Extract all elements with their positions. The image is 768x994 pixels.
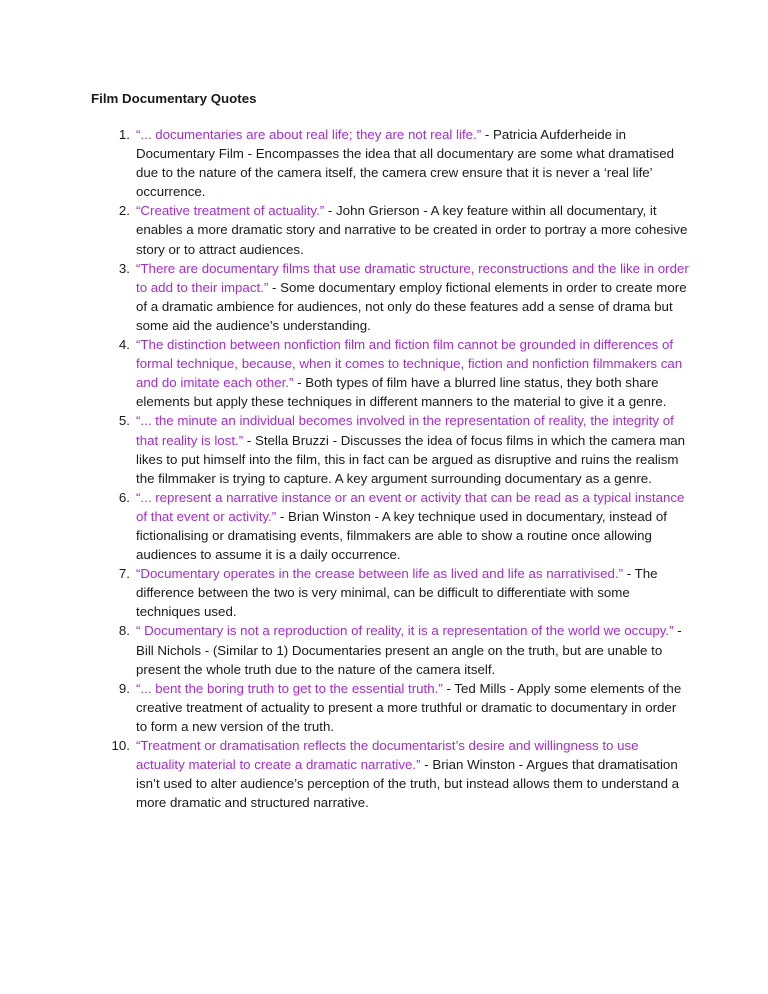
quote-commentary: - Brian Winston - A key technique used in documentary, instead of fictionalising or dramatising events, filmmakers are able to show a routine once allowing audiences to assume it is a daily occurrence.: [136, 508, 667, 563]
quote-item-7: [0, 564, 690, 621]
quote-commentary: - Ted Mills - Apply some elements of the creative treatment of actuality to present a more truthful or dramatic to documentary in order to form a new version of the truth.: [136, 680, 682, 734]
quote-text: “Creative treatment of actuality.”: [136, 203, 325, 219]
quote-item-2: [0, 201, 690, 258]
quote-number: 7.: [118, 566, 130, 582]
quote-text: “Treatment or dramatisation reflects the documentarist’s desire and willingness to use actuality material to create a dramatic narrative.”: [136, 738, 639, 773]
quote-item-10: [0, 736, 690, 812]
document-title: Film Documentary Quotes: [91, 91, 257, 106]
quote-commentary: - Both types of film have a blurred line status, they both share elements but apply these techniques in different manners to the material to give it a genre.: [136, 375, 667, 410]
quote-commentary: - Brian Winston - Argues that dramatisation isn’t used to alter audience’s perception of the truth, but instead allows them to understand a more dramatic and structured narrative.: [136, 757, 680, 811]
quote-commentary: - The difference between the two is very minimal, can be difficult to differentiate with some techniques used.: [136, 566, 658, 620]
quote-number: 5.: [118, 413, 130, 429]
quote-number: 8.: [118, 623, 130, 639]
quote-number: 10.: [111, 738, 130, 753]
quote-text: “... documentaries are about real life; they are not real life.”: [136, 127, 482, 142]
quote-item-9: [0, 679, 690, 736]
quote-text: “There are documentary films that use dramatic structure, reconstructions and the like in order to add to their impact.”: [136, 260, 689, 295]
quote-commentary: - Patricia Aufderheide in Documentary Film - Encompasses the idea that all documentary are some what dramatised due to the nature of the camera itself, the camera crew ensure that it is never a ‘real life’ occurrence.: [136, 127, 675, 200]
quote-number: 2.: [118, 203, 130, 219]
quote-number: 6.: [118, 489, 130, 505]
quote-number: 4.: [118, 337, 130, 353]
quote-number: 1.: [118, 127, 130, 142]
quote-number: 9.: [118, 680, 130, 696]
quote-item-4: [0, 335, 690, 411]
quote-item-6: [0, 488, 690, 564]
quote-item-8: [0, 621, 690, 678]
quote-text: “The distinction between nonfiction film and fiction film cannot be grounded in differences of formal technique, because, when it comes to technique, fiction and nonfiction filmmakers can and do imitate each other.”: [136, 337, 683, 391]
quote-item-1: [0, 125, 690, 201]
quote-commentary: - Bill Nichols - (Similar to 1) Documentaries present an angle on the truth, but are unable to present the whole truth due to the nature of the camera itself.: [136, 623, 682, 677]
quote-text: “... bent the boring truth to get to the essential truth.”: [136, 680, 443, 696]
quote-commentary: - Some documentary employ fictional elements in order to create more of a dramatic ambience for audiences, not only do these features add a sense of drama but some aid the audience’s understanding.: [136, 279, 687, 333]
quote-commentary: - Stella Bruzzi - Discusses the idea of focus films in which the camera man likes to put himself into the film, this in fact can be argued as disruptive and ruins the realism the filmmaker is trying to capture. A key argument surrounding documentary as a genre.: [136, 432, 686, 486]
quote-text: “Documentary operates in the crease between life as lived and life as narrativised.”: [136, 566, 624, 582]
quote-text: “... the minute an individual becomes involved in the representation of reality, the integrity of that reality is lost.”: [136, 413, 674, 448]
quote-text: “ Documentary is not a reproduction of reality, it is a representation of the world we occupy.”: [136, 623, 674, 639]
quote-number: 3.: [118, 260, 130, 276]
quote-item-5: [0, 411, 690, 487]
quote-list: [0, 125, 690, 812]
quote-commentary: - John Grierson - A key feature within all documentary, it enables a more dramatic story and narrative to be created in order to portray a more cohesive story or to attract audiences.: [136, 203, 688, 257]
quote-item-3: [0, 259, 690, 335]
quote-text: “... represent a narrative instance or an event or activity that can be read as a typical instance of that event or activity.”: [136, 489, 685, 524]
